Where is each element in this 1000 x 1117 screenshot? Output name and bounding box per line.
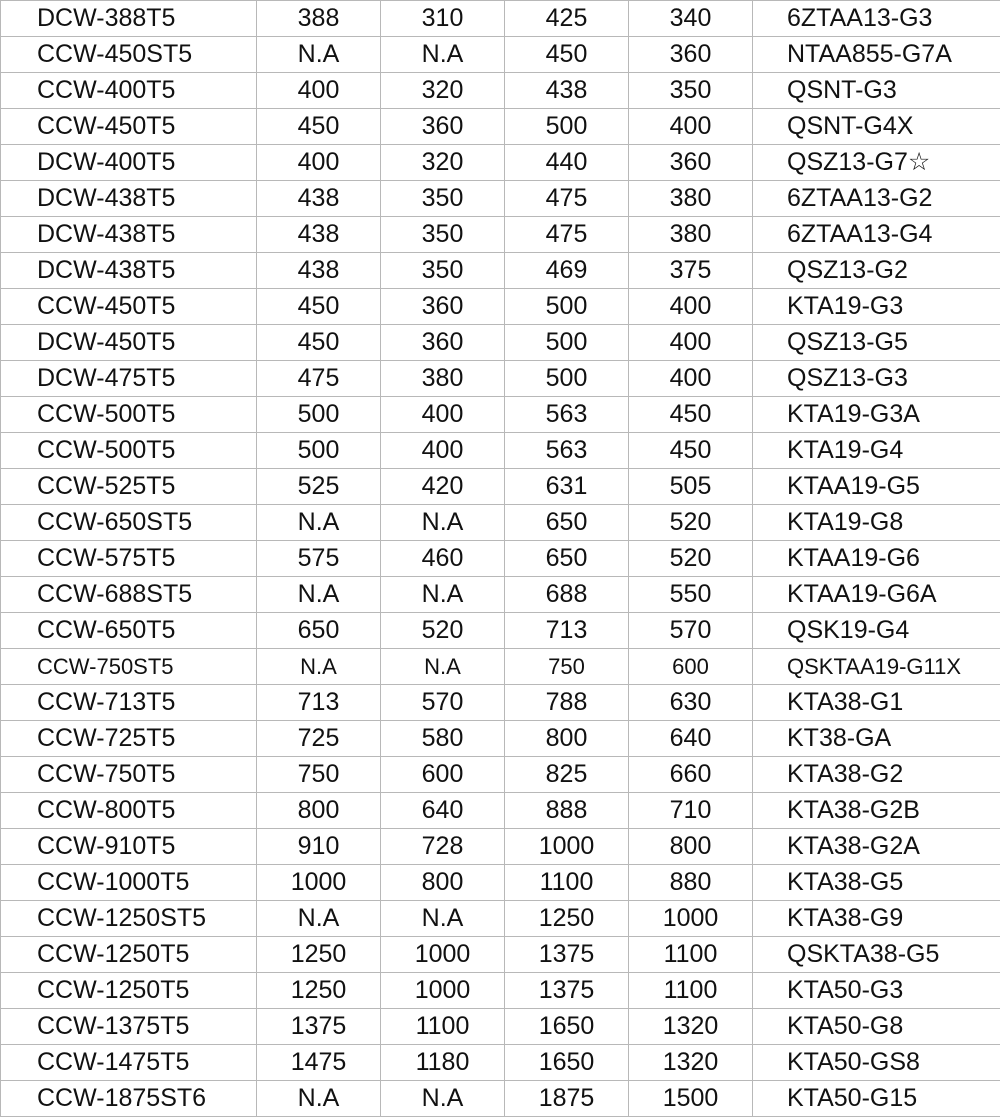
engine-model-cell: QSZ13-G7☆	[753, 145, 1000, 181]
table-row	[1, 973, 1000, 1009]
value-cell-1: 750	[257, 757, 381, 793]
model-cell: CCW-725T5	[1, 721, 257, 757]
table-row	[1, 685, 1000, 721]
model-cell: CCW-650T5	[1, 613, 257, 649]
value-cell-3: 1375	[505, 937, 629, 973]
table-row	[1, 325, 1000, 361]
value-cell-3: 563	[505, 397, 629, 433]
value-cell-3: 1000	[505, 829, 629, 865]
value-cell-4: 360	[629, 37, 753, 73]
value-cell-2: 350	[381, 217, 505, 253]
table-row	[1, 721, 1000, 757]
value-cell-4: 1320	[629, 1009, 753, 1045]
value-cell-3: 650	[505, 541, 629, 577]
value-cell-1: 713	[257, 685, 381, 721]
value-cell-2: 360	[381, 325, 505, 361]
model-cell: CCW-450T5	[1, 109, 257, 145]
value-cell-3: 500	[505, 289, 629, 325]
value-cell-4: 400	[629, 325, 753, 361]
value-cell-3: 475	[505, 181, 629, 217]
engine-model-cell: KTA19-G3A	[753, 397, 1000, 433]
table-row	[1, 109, 1000, 145]
engine-model-cell: KTA38-G2B	[753, 793, 1000, 829]
value-cell-1: 1375	[257, 1009, 381, 1045]
table-row	[1, 181, 1000, 217]
engine-model-cell: KTA19-G4	[753, 433, 1000, 469]
value-cell-3: 888	[505, 793, 629, 829]
value-cell-4: 1500	[629, 1081, 753, 1117]
value-cell-3: 469	[505, 253, 629, 289]
value-cell-1: 725	[257, 721, 381, 757]
engine-model-cell: QSZ13-G3	[753, 361, 1000, 397]
engine-model-cell: QSZ13-G5	[753, 325, 1000, 361]
table-row	[1, 865, 1000, 901]
model-cell: CCW-500T5	[1, 397, 257, 433]
value-cell-2: 310	[381, 1, 505, 37]
value-cell-2: 400	[381, 433, 505, 469]
value-cell-2: 600	[381, 757, 505, 793]
engine-model-cell: KTA50-G3	[753, 973, 1000, 1009]
value-cell-2: 420	[381, 469, 505, 505]
value-cell-3: 563	[505, 433, 629, 469]
engine-model-cell: KTAA19-G6A	[753, 577, 1000, 613]
value-cell-1: 1475	[257, 1045, 381, 1081]
value-cell-1: 1250	[257, 937, 381, 973]
value-cell-4: 520	[629, 505, 753, 541]
model-cell: CCW-1250T5	[1, 973, 257, 1009]
model-cell: CCW-1375T5	[1, 1009, 257, 1045]
value-cell-4: 380	[629, 217, 753, 253]
value-cell-3: 500	[505, 109, 629, 145]
value-cell-4: 1320	[629, 1045, 753, 1081]
value-cell-3: 440	[505, 145, 629, 181]
value-cell-2: N.A	[381, 577, 505, 613]
model-cell: CCW-575T5	[1, 541, 257, 577]
table-row	[1, 1045, 1000, 1081]
table-row	[1, 433, 1000, 469]
value-cell-2: 380	[381, 361, 505, 397]
engine-model-cell: KTA50-G15	[753, 1081, 1000, 1117]
value-cell-4: 880	[629, 865, 753, 901]
engine-model-cell: KTA38-G9	[753, 901, 1000, 937]
table-row	[1, 37, 1000, 73]
value-cell-3: 750	[505, 649, 629, 685]
table-row	[1, 73, 1000, 109]
value-cell-1: 800	[257, 793, 381, 829]
value-cell-2: N.A	[381, 1081, 505, 1117]
value-cell-3: 1375	[505, 973, 629, 1009]
value-cell-2: 350	[381, 253, 505, 289]
table-row	[1, 397, 1000, 433]
value-cell-3: 500	[505, 325, 629, 361]
value-cell-1: N.A	[257, 505, 381, 541]
value-cell-4: 1100	[629, 937, 753, 973]
model-cell: CCW-688ST5	[1, 577, 257, 613]
model-cell: CCW-1875ST6	[1, 1081, 257, 1117]
value-cell-3: 1100	[505, 865, 629, 901]
value-cell-4: 660	[629, 757, 753, 793]
engine-model-cell: QSKTA38-G5	[753, 937, 1000, 973]
value-cell-2: 1100	[381, 1009, 505, 1045]
value-cell-1: 475	[257, 361, 381, 397]
value-cell-1: 1000	[257, 865, 381, 901]
value-cell-1: 438	[257, 217, 381, 253]
model-cell: CCW-1250ST5	[1, 901, 257, 937]
table-row	[1, 253, 1000, 289]
value-cell-2: N.A	[381, 505, 505, 541]
value-cell-2: 728	[381, 829, 505, 865]
value-cell-1: N.A	[257, 649, 381, 685]
value-cell-4: 360	[629, 145, 753, 181]
value-cell-1: N.A	[257, 577, 381, 613]
engine-model-cell: KTA19-G8	[753, 505, 1000, 541]
value-cell-4: 375	[629, 253, 753, 289]
engine-model-cell: KTAA19-G6	[753, 541, 1000, 577]
value-cell-3: 475	[505, 217, 629, 253]
value-cell-2: N.A	[381, 37, 505, 73]
value-cell-3: 800	[505, 721, 629, 757]
engine-model-cell: 6ZTAA13-G3	[753, 1, 1000, 37]
model-cell: CCW-450T5	[1, 289, 257, 325]
model-cell: DCW-438T5	[1, 253, 257, 289]
value-cell-3: 1250	[505, 901, 629, 937]
value-cell-4: 400	[629, 361, 753, 397]
model-cell: CCW-750ST5	[1, 649, 257, 685]
table-row	[1, 361, 1000, 397]
table-row	[1, 217, 1000, 253]
value-cell-1: N.A	[257, 37, 381, 73]
value-cell-3: 450	[505, 37, 629, 73]
value-cell-1: 500	[257, 433, 381, 469]
engine-model-cell: KTA50-GS8	[753, 1045, 1000, 1081]
value-cell-1: 910	[257, 829, 381, 865]
engine-model-cell: QSNT-G4X	[753, 109, 1000, 145]
value-cell-1: 500	[257, 397, 381, 433]
value-cell-1: 438	[257, 253, 381, 289]
value-cell-1: 388	[257, 1, 381, 37]
value-cell-3: 438	[505, 73, 629, 109]
value-cell-1: 438	[257, 181, 381, 217]
value-cell-2: 320	[381, 73, 505, 109]
value-cell-4: 450	[629, 433, 753, 469]
model-cell: CCW-650ST5	[1, 505, 257, 541]
model-cell: CCW-713T5	[1, 685, 257, 721]
engine-model-cell: QSK19-G4	[753, 613, 1000, 649]
value-cell-1: 525	[257, 469, 381, 505]
value-cell-2: 800	[381, 865, 505, 901]
model-cell: CCW-1250T5	[1, 937, 257, 973]
value-cell-3: 1875	[505, 1081, 629, 1117]
value-cell-4: 600	[629, 649, 753, 685]
value-cell-1: 1250	[257, 973, 381, 1009]
value-cell-2: N.A	[381, 901, 505, 937]
value-cell-4: 400	[629, 109, 753, 145]
value-cell-3: 1650	[505, 1009, 629, 1045]
table-row	[1, 289, 1000, 325]
value-cell-3: 631	[505, 469, 629, 505]
value-cell-3: 713	[505, 613, 629, 649]
table-row	[1, 757, 1000, 793]
model-cell: CCW-1000T5	[1, 865, 257, 901]
value-cell-4: 350	[629, 73, 753, 109]
engine-model-cell: QSKTAA19-G11X	[753, 649, 1000, 685]
value-cell-3: 500	[505, 361, 629, 397]
engine-model-cell: KT38-GA	[753, 721, 1000, 757]
table-row	[1, 1009, 1000, 1045]
model-cell: CCW-910T5	[1, 829, 257, 865]
value-cell-1: N.A	[257, 901, 381, 937]
value-cell-3: 1650	[505, 1045, 629, 1081]
table-row	[1, 901, 1000, 937]
value-cell-2: 320	[381, 145, 505, 181]
value-cell-4: 570	[629, 613, 753, 649]
value-cell-1: 650	[257, 613, 381, 649]
engine-model-cell: KTA19-G3	[753, 289, 1000, 325]
value-cell-3: 650	[505, 505, 629, 541]
value-cell-4: 380	[629, 181, 753, 217]
value-cell-3: 825	[505, 757, 629, 793]
engine-model-cell: QSNT-G3	[753, 73, 1000, 109]
value-cell-2: N.A	[381, 649, 505, 685]
value-cell-4: 550	[629, 577, 753, 613]
table-body	[1, 1, 1000, 1117]
value-cell-2: 1180	[381, 1045, 505, 1081]
engine-model-cell: 6ZTAA13-G2	[753, 181, 1000, 217]
value-cell-4: 400	[629, 289, 753, 325]
value-cell-2: 1000	[381, 973, 505, 1009]
value-cell-1: 450	[257, 289, 381, 325]
value-cell-1: N.A	[257, 1081, 381, 1117]
value-cell-2: 570	[381, 685, 505, 721]
model-cell: CCW-450ST5	[1, 37, 257, 73]
table-row	[1, 829, 1000, 865]
value-cell-2: 460	[381, 541, 505, 577]
value-cell-4: 640	[629, 721, 753, 757]
table-row	[1, 1081, 1000, 1117]
model-cell: DCW-438T5	[1, 181, 257, 217]
table-row	[1, 577, 1000, 613]
value-cell-1: 400	[257, 73, 381, 109]
model-cell: CCW-525T5	[1, 469, 257, 505]
value-cell-2: 350	[381, 181, 505, 217]
value-cell-1: 450	[257, 109, 381, 145]
table-row	[1, 145, 1000, 181]
model-cell: CCW-750T5	[1, 757, 257, 793]
value-cell-4: 520	[629, 541, 753, 577]
model-cell: DCW-438T5	[1, 217, 257, 253]
value-cell-2: 640	[381, 793, 505, 829]
engine-model-cell: KTA38-G2	[753, 757, 1000, 793]
table-row	[1, 469, 1000, 505]
model-cell: CCW-400T5	[1, 73, 257, 109]
engine-model-cell: QSZ13-G2	[753, 253, 1000, 289]
model-cell: DCW-388T5	[1, 1, 257, 37]
table-row	[1, 505, 1000, 541]
value-cell-4: 505	[629, 469, 753, 505]
value-cell-4: 630	[629, 685, 753, 721]
value-cell-2: 520	[381, 613, 505, 649]
value-cell-1: 400	[257, 145, 381, 181]
table-row	[1, 541, 1000, 577]
value-cell-2: 400	[381, 397, 505, 433]
model-cell: DCW-400T5	[1, 145, 257, 181]
engine-model-cell: KTA38-G2A	[753, 829, 1000, 865]
value-cell-1: 575	[257, 541, 381, 577]
value-cell-4: 450	[629, 397, 753, 433]
engine-model-cell: KTAA19-G5	[753, 469, 1000, 505]
value-cell-2: 1000	[381, 937, 505, 973]
engine-model-cell: 6ZTAA13-G4	[753, 217, 1000, 253]
table-row	[1, 1, 1000, 37]
value-cell-3: 688	[505, 577, 629, 613]
value-cell-3: 788	[505, 685, 629, 721]
value-cell-4: 340	[629, 1, 753, 37]
value-cell-3: 425	[505, 1, 629, 37]
value-cell-1: 450	[257, 325, 381, 361]
table-row	[1, 793, 1000, 829]
value-cell-4: 1100	[629, 973, 753, 1009]
model-cell: DCW-450T5	[1, 325, 257, 361]
value-cell-4: 1000	[629, 901, 753, 937]
engine-model-cell: KTA38-G5	[753, 865, 1000, 901]
value-cell-2: 580	[381, 721, 505, 757]
engine-model-cell: KTA38-G1	[753, 685, 1000, 721]
value-cell-2: 360	[381, 289, 505, 325]
value-cell-4: 800	[629, 829, 753, 865]
model-cell: DCW-475T5	[1, 361, 257, 397]
table-row	[1, 649, 1000, 685]
value-cell-4: 710	[629, 793, 753, 829]
model-cell: CCW-1475T5	[1, 1045, 257, 1081]
table-row	[1, 613, 1000, 649]
engine-model-cell: KTA50-G8	[753, 1009, 1000, 1045]
engine-model-cell: NTAA855-G7A	[753, 37, 1000, 73]
model-cell: CCW-800T5	[1, 793, 257, 829]
value-cell-2: 360	[381, 109, 505, 145]
table-row	[1, 937, 1000, 973]
model-cell: CCW-500T5	[1, 433, 257, 469]
